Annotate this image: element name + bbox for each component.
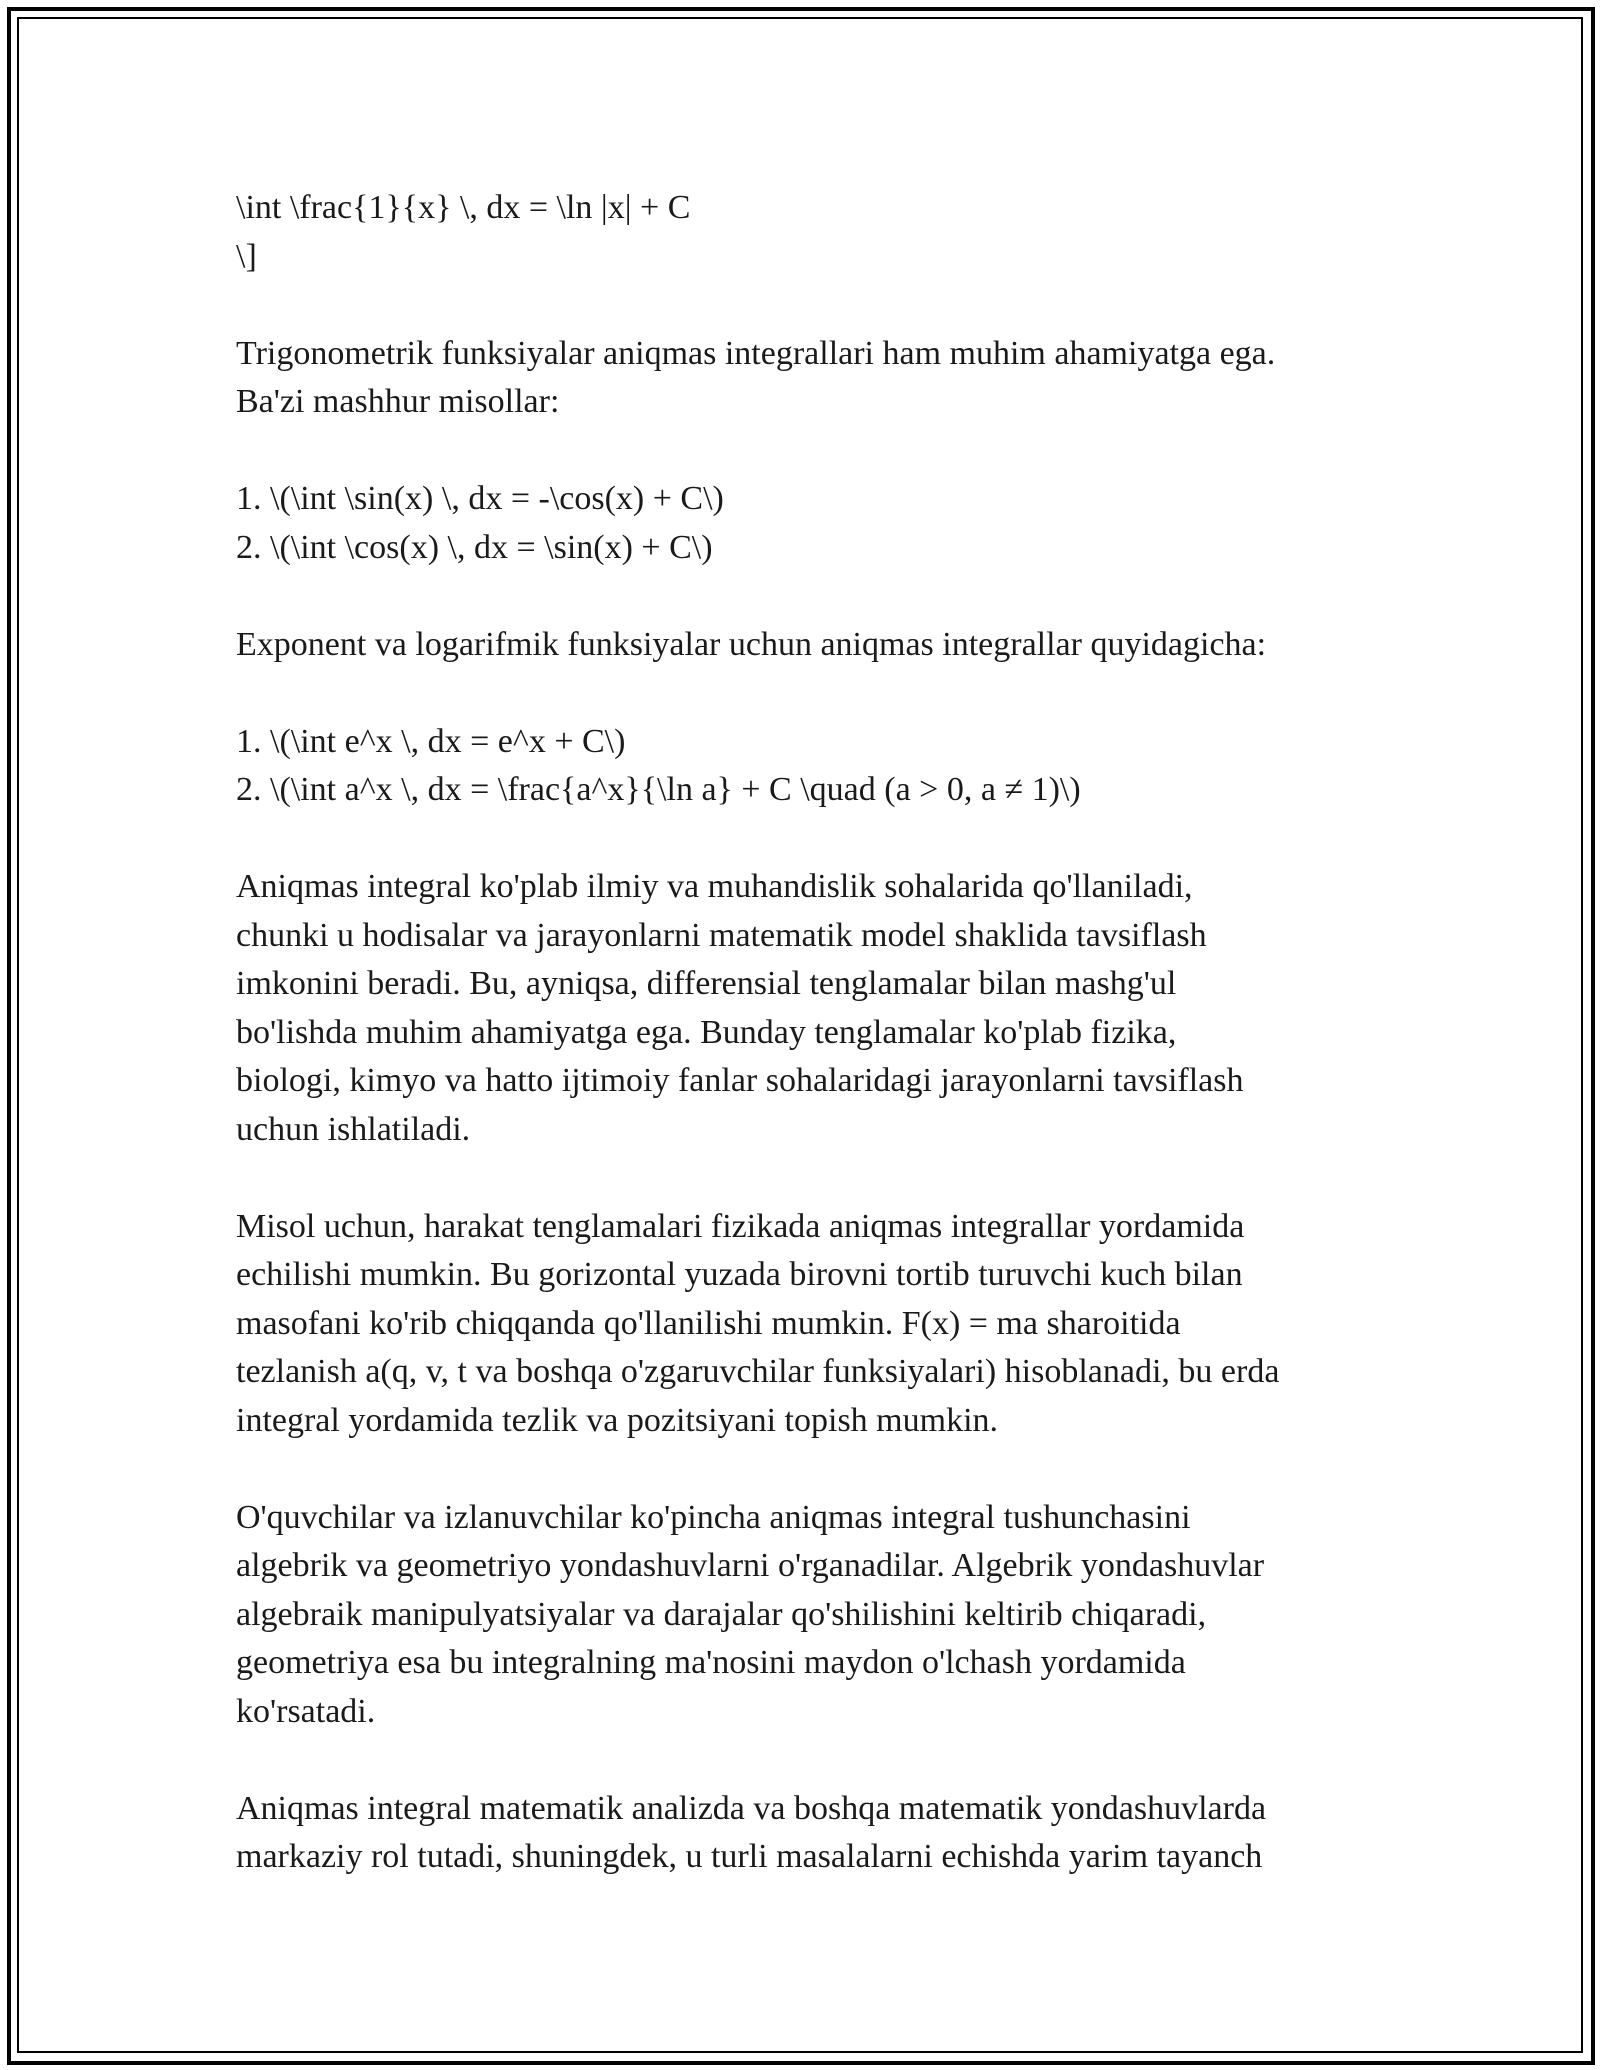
text-line: bo'lishda muhim ahamiyatga ega. Bunday tenglamalar ko'plab fizika, xyxy=(236,1013,1177,1051)
text-line: echilishi mumkin. Bu gorizontal yuzada birovni tortib turuvchi kuch bilan xyxy=(236,1256,1243,1293)
text-line: Trigonometrik funksiyalar aniqmas integrallari ham muhim ahamiyatga ega. xyxy=(236,334,1276,372)
text-line: algebraik manipulyatsiyalar va darajalar qo'shilishini keltirib chiqaradi, xyxy=(236,1595,1207,1633)
text-line: imkonini beradi. Bu, ayniqsa, differensial tenglamalar bilan mashg'ul xyxy=(236,965,1177,1002)
text-line: geometriya esa bu integralning ma'nosini maydon o'lchash yordamida xyxy=(236,1644,1186,1681)
formula-line: \int \frac{1}{x} \, dx = \ln |x| + C xyxy=(236,189,691,226)
applications-paragraph xyxy=(236,863,1396,1154)
physics-example-paragraph xyxy=(236,1203,1396,1446)
text-line: Aniqmas integral matematik analizda va boshqa matematik yondashuvlarda xyxy=(236,1789,1267,1827)
list-item: 1. \(\int \sin(x) \, dx = -\cos(x) + C\) xyxy=(236,480,724,517)
list-item: 1. \(\int e^x \, dx = e^x + C\) xyxy=(236,722,626,760)
exp-intro-paragraph xyxy=(236,621,1396,670)
exp-examples-list xyxy=(236,718,1396,815)
list-item: 2. \(\int a^x \, dx = \frac{a^x}{\ln a} + C \quad (a > 0, a ≠ 1)\) xyxy=(236,771,1081,808)
trig-examples-list xyxy=(236,475,1396,572)
conclusion-paragraph xyxy=(236,1785,1396,1882)
text-line: Misol uchun, harakat tenglamalari fizikada aniqmas integrallar yordamida xyxy=(236,1207,1245,1245)
text-line: biologi, kimyo va hatto ijtimoiy fanlar sohalaridagi jarayonlarni tavsiflash xyxy=(236,1062,1244,1099)
text-line: Aniqmas integral ko'plab ilmiy va muhandislik sohalarida qo'llaniladi, xyxy=(236,868,1193,905)
approaches-paragraph xyxy=(236,1494,1396,1737)
text-line: uchun ishlatiladi. xyxy=(236,1110,471,1148)
formula-tail-block xyxy=(236,184,1396,281)
text-line: Ba'zi mashhur misollar: xyxy=(236,383,560,420)
text-line: integral yordamida tezlik va pozitsiyani topish mumkin. xyxy=(236,1401,999,1439)
document-body xyxy=(236,184,1396,1930)
formula-line: \] xyxy=(236,237,257,275)
text-line: algebrik va geometriyo yondashuvlarni o'rganadilar. Algebrik yondashuvlar xyxy=(236,1547,1265,1584)
text-line: chunki u hodisalar va jarayonlarni matematik model shaklida tavsiflash xyxy=(236,916,1207,954)
list-item: 2. \(\int \cos(x) \, dx = \sin(x) + C\) xyxy=(236,528,713,566)
text-line: O'quvchilar va izlanuvchilar ko'pincha aniqmas integral tushunchasini xyxy=(236,1498,1191,1536)
text-line: tezlanish a(q, v, t va boshqa o'zgaruvchilar funksiyalari) hisoblanadi, bu erda xyxy=(236,1353,1280,1390)
trig-intro-paragraph xyxy=(236,330,1396,427)
text-line: ko'rsatadi. xyxy=(236,1692,376,1730)
text-line: markaziy rol tutadi, shuningdek, u turli masalalarni echishda yarim tayanch xyxy=(236,1838,1263,1875)
text-line: masofani ko'rib chiqqanda qo'llanilishi mumkin. F(x) = ma sharoitida xyxy=(236,1304,1181,1342)
text-line: Exponent va logarifmik funksiyalar uchun aniqmas integrallar quyidagicha: xyxy=(236,625,1267,663)
